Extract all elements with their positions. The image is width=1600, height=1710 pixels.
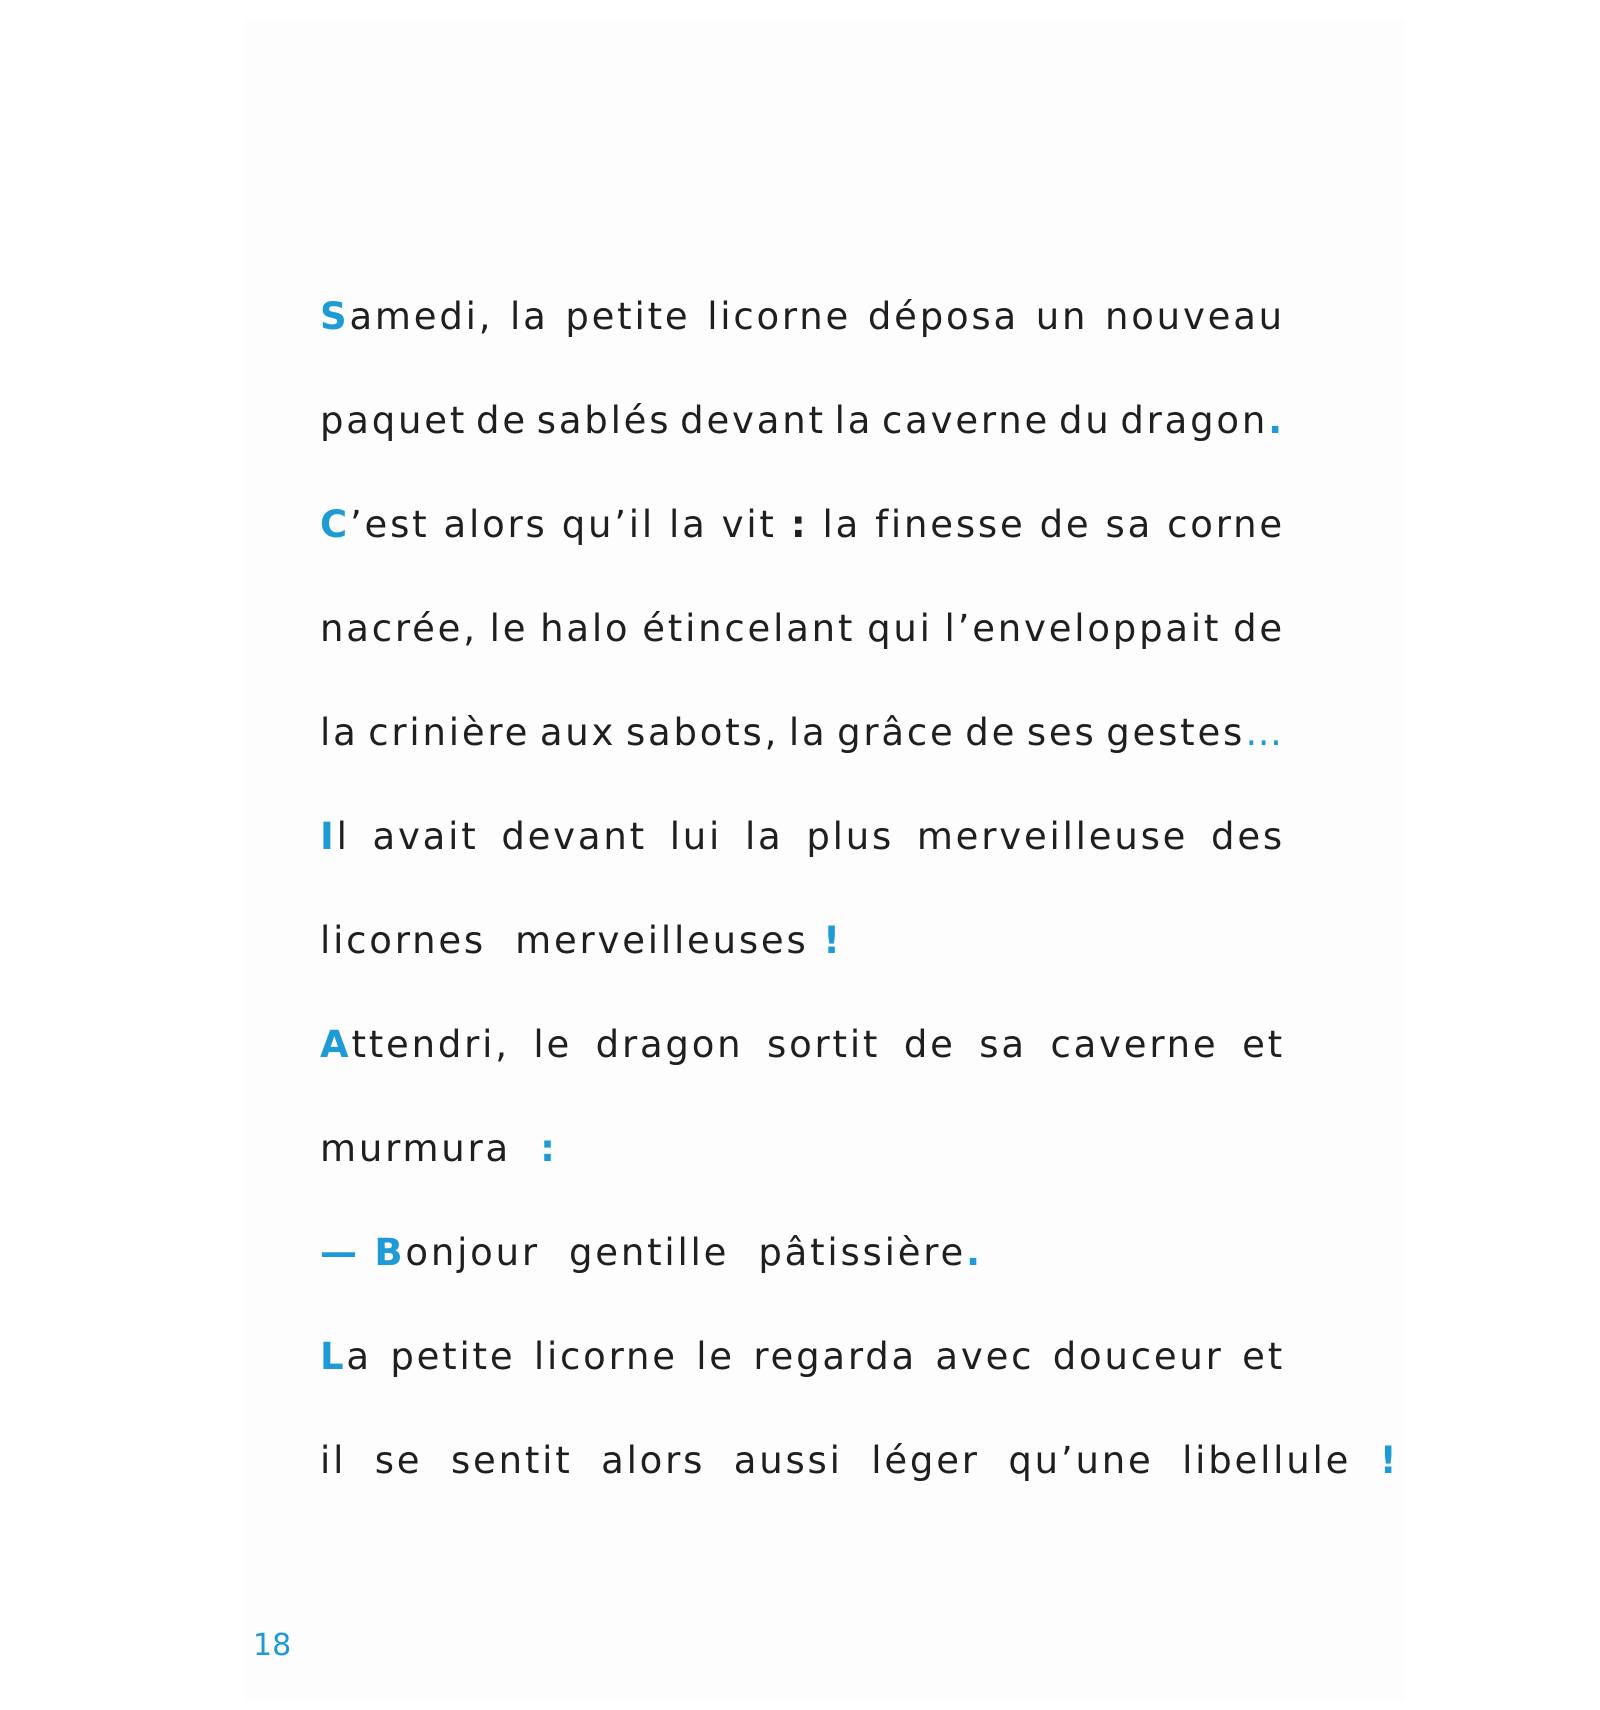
word: la (510, 295, 549, 338)
initial-letter: I (320, 815, 337, 858)
punctuation-mark: . (1268, 399, 1285, 442)
word: des (1211, 815, 1285, 858)
word (374, 1231, 539, 1274)
word: plus (806, 815, 895, 858)
word: l’enveloppait (944, 607, 1222, 650)
text-line-9 (320, 1097, 1285, 1201)
text-line-1 (320, 265, 1285, 369)
word-text: gestes (1106, 711, 1246, 754)
word: caverne (1050, 1023, 1219, 1066)
initial-letter: B (374, 1231, 406, 1274)
word: léger (871, 1439, 980, 1482)
word: merveilleuses (515, 919, 809, 962)
word-text: dragon (1120, 399, 1269, 442)
word-text: a (346, 1335, 372, 1378)
text-line-4 (320, 577, 1285, 681)
word: licorne (533, 1335, 678, 1378)
punctuation-mark: : (790, 503, 809, 546)
text-line-10 (320, 1201, 1285, 1305)
word: et (1242, 1335, 1285, 1378)
word: alors (443, 503, 548, 546)
word: douceur (1052, 1335, 1224, 1378)
word: aussi (733, 1439, 843, 1482)
word: petite (390, 1335, 516, 1378)
word (320, 473, 429, 577)
word: déposa (867, 295, 1019, 338)
word: corne (1167, 503, 1285, 546)
word: un (1035, 295, 1089, 338)
word: devant (501, 815, 647, 858)
word: la (822, 503, 862, 546)
word (1120, 369, 1285, 473)
word: de (1039, 503, 1092, 546)
text-line-2 (320, 369, 1285, 473)
word: licornes (320, 919, 486, 962)
word: de (965, 711, 1018, 754)
word: nacrée, (320, 607, 478, 650)
word: finesse (875, 503, 1026, 546)
word: du (1058, 399, 1112, 442)
word (758, 1231, 983, 1274)
word: halo (540, 607, 631, 650)
word: nouveau (1105, 295, 1285, 338)
word: aux (539, 711, 617, 754)
word (320, 1305, 372, 1409)
word-text: ttendri, (351, 1023, 510, 1066)
word: alors (601, 1439, 706, 1482)
word: caverne (882, 399, 1051, 442)
punctuation-mark: . (966, 1231, 983, 1274)
text-line-7 (320, 889, 1285, 993)
dialogue-dash: — (320, 1231, 360, 1274)
word: sentit (450, 1439, 573, 1482)
page-number: 18 (253, 1628, 292, 1663)
word: la (744, 815, 784, 858)
text-line-12 (320, 1409, 1400, 1513)
text-line-5 (320, 681, 1285, 785)
word: de (476, 399, 528, 442)
word: avait (372, 815, 479, 858)
word-text: l (336, 815, 350, 858)
word-text: ’est (349, 503, 430, 546)
word: la (834, 399, 874, 442)
word: sortit (767, 1023, 881, 1066)
word: de (1233, 607, 1285, 650)
word: petite (565, 295, 691, 338)
word: paquet (320, 399, 468, 442)
word: qu’il (561, 503, 655, 546)
word: crinière (368, 711, 531, 754)
word (1106, 681, 1285, 785)
word: étincelant (642, 607, 856, 650)
word (320, 993, 510, 1097)
word: le (696, 1335, 735, 1378)
word: vit (721, 503, 777, 546)
text-line-6 (320, 785, 1285, 889)
word: sabots, (625, 711, 780, 754)
word: sablés (536, 399, 672, 442)
word-text: amedi, (349, 295, 494, 338)
initial-letter: L (320, 1335, 347, 1378)
word-text: onjour (405, 1231, 540, 1274)
word: de (903, 1023, 956, 1066)
word: le (489, 607, 529, 650)
punctuation-mark: : (540, 1127, 558, 1170)
punctuation-mark: ! (1379, 1439, 1400, 1482)
word: lui (669, 815, 723, 858)
word-text: pâtissière (758, 1231, 967, 1274)
word: qu’une (1008, 1439, 1154, 1482)
word: le (533, 1023, 573, 1066)
punctuation-mark: ! (823, 919, 843, 962)
word: grâce (837, 711, 956, 754)
word: devant (680, 399, 826, 442)
initial-letter: C (320, 503, 350, 546)
word: il (320, 1439, 347, 1482)
text-line-3 (320, 473, 1285, 577)
word: merveilleuse (916, 815, 1189, 858)
word (320, 265, 493, 369)
word: la (320, 711, 359, 754)
word: la (669, 503, 708, 546)
word: se (374, 1439, 423, 1482)
word: avec (935, 1335, 1035, 1378)
word: la (788, 711, 828, 754)
word: regarda (753, 1335, 917, 1378)
word: gentille (568, 1231, 730, 1274)
text-line-11 (320, 1305, 1285, 1409)
word: dragon (595, 1023, 744, 1066)
story-text (320, 265, 1400, 1513)
word: licorne (707, 295, 852, 338)
word: sa (979, 1023, 1027, 1066)
word: libellule (1182, 1439, 1352, 1482)
word: murmura (320, 1127, 512, 1170)
word: et (1242, 1023, 1285, 1066)
initial-letter: S (320, 295, 350, 338)
text-line-8 (320, 993, 1285, 1097)
word: ses (1026, 711, 1097, 754)
word: qui (867, 607, 933, 650)
word (320, 785, 350, 889)
word: sa (1105, 503, 1154, 546)
initial-letter: A (320, 1023, 352, 1066)
punctuation-mark: … (1245, 711, 1285, 754)
